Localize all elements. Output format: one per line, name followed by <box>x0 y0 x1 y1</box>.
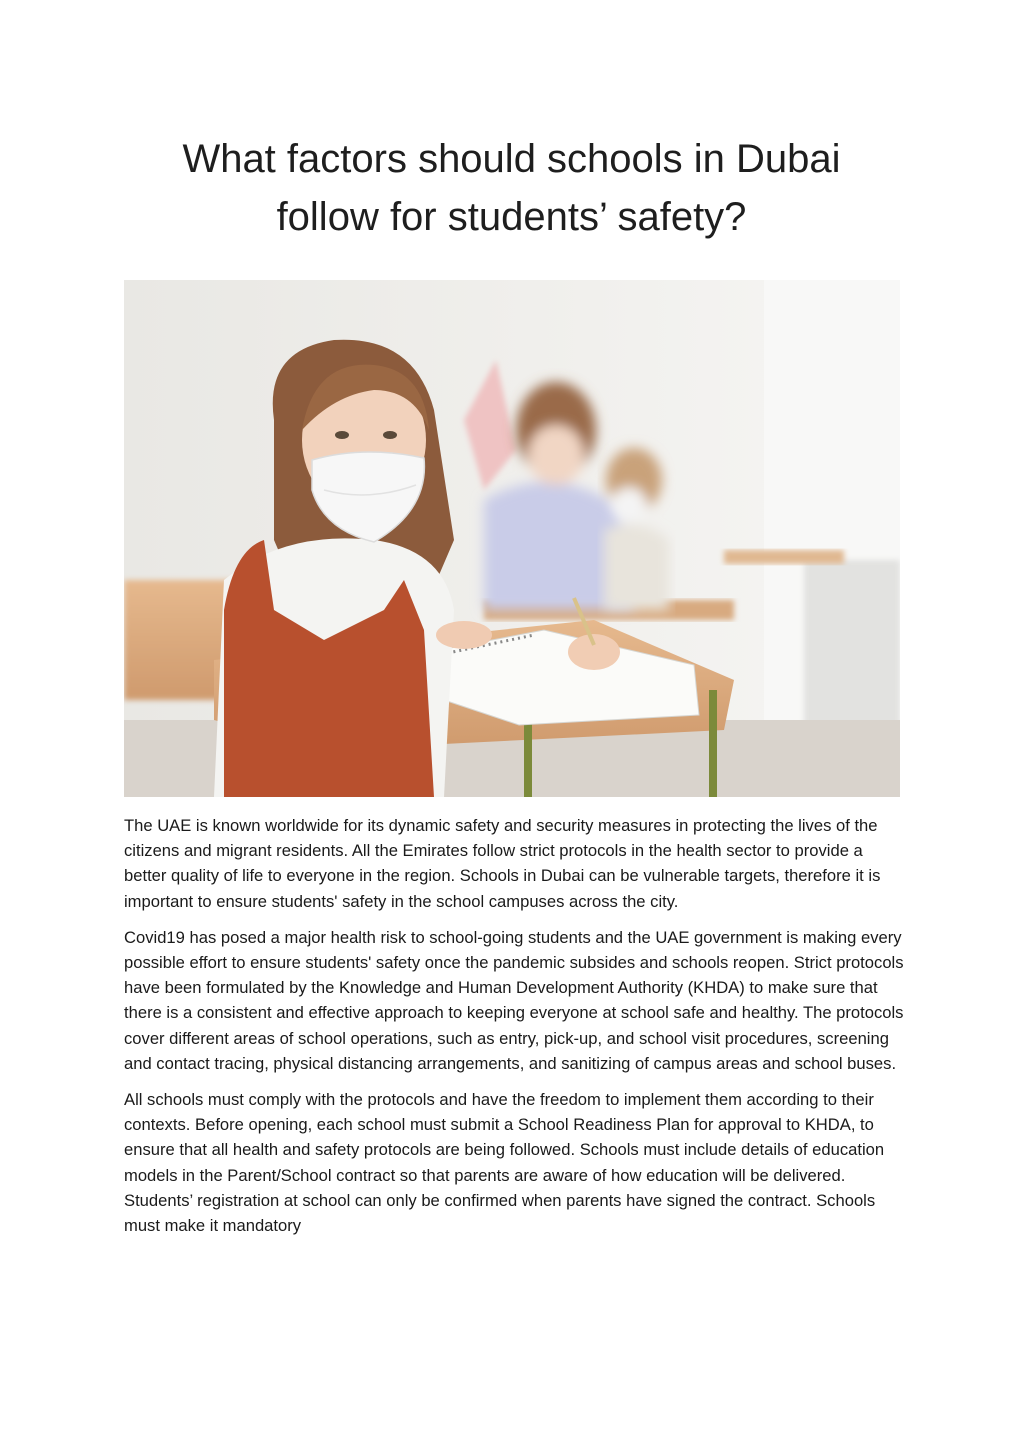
article-body <box>124 813 904 1249</box>
article-title <box>120 130 903 246</box>
title-line-2: follow for students’ safety? <box>276 195 747 239</box>
title-line-1: What factors should schools in Dubai <box>182 137 841 181</box>
paragraph-2: Covid19 has posed a major health risk to school-going students and the UAE government is making every possible effort to ensure students' safety once the pandemic subsides and schools reopen. Strict protocols have been formulated by the Knowledge and Human Development Authority (KHDA) to make sure that there is a consistent and effective approach to keeping everyone at school safe and healthy. The protocols cover different areas of school operations, such as entry, pick-up, and school visit procedures, screening and contact tracing, physical distancing arrangements, and sanitizing of campus areas and school buses. <box>124 927 904 1073</box>
classroom-photo <box>124 280 900 797</box>
paragraph-1: The UAE is known worldwide for its dynamic safety and security measures in protecting the lives of the citizens and migrant residents. All the Emirates follow strict protocols in the health sector to provide a better quality of life to everyone in the region. Schools in Dubai can be vulnerable targets, therefore it is important to ensure students' safety in the school campuses across the city. <box>124 816 881 911</box>
paragraph-3: All schools must comply with the protocols and have the freedom to implement them according to their contexts. Before opening, each school must submit a School Readiness Plan for approval to KHDA, to ensure that all health and safety protocols are being followed. Schools must include details of education models in the Parent/School contract so that parents are aware of how education will be delivered. Students’ registration at school can only be confirmed when parents have signed the contract. Schools must make it mandatory <box>124 1090 885 1236</box>
